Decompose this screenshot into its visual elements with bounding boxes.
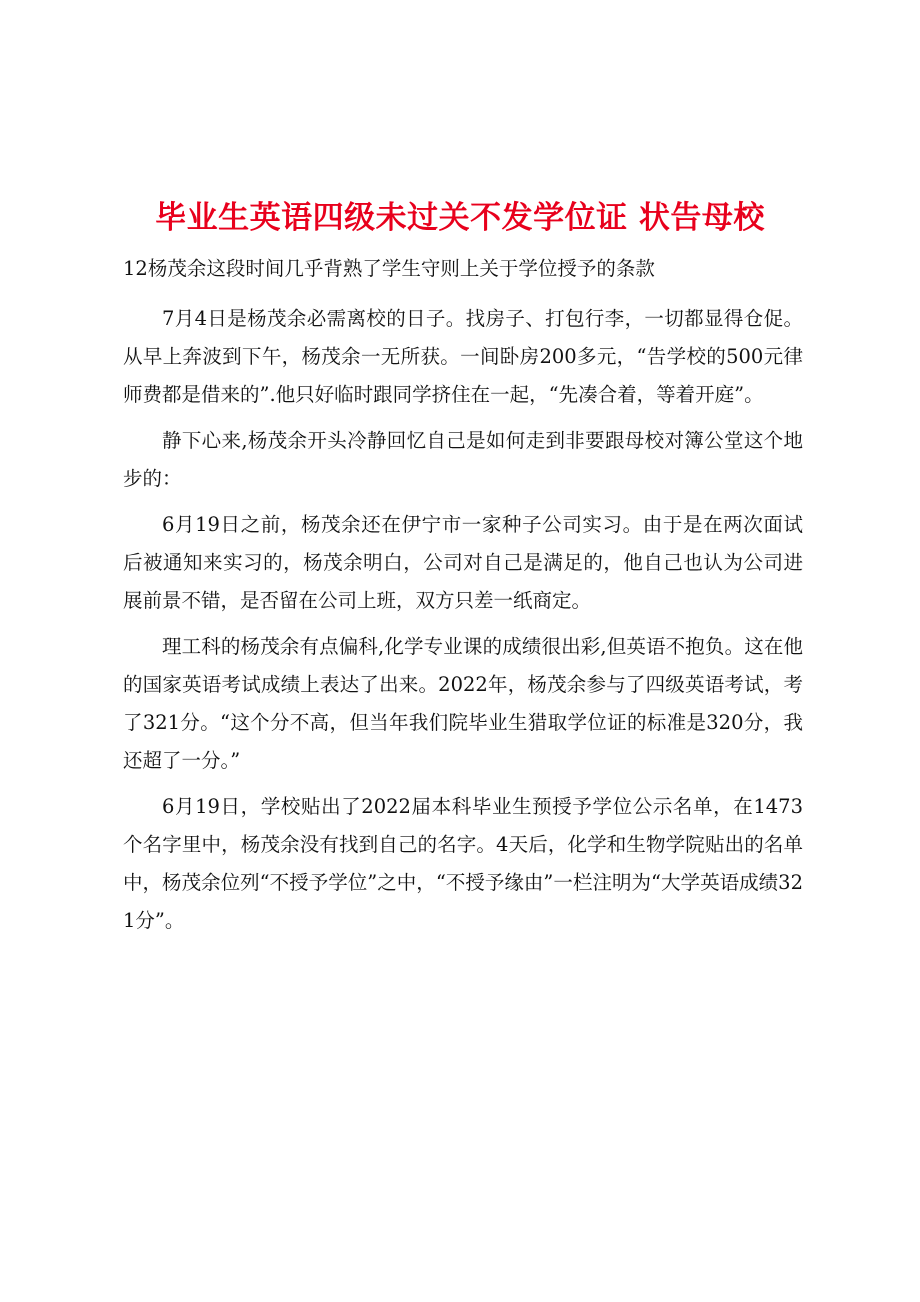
document-body: [123, 250, 803, 948]
paragraph-intro: 12杨茂余这段时间几乎背熟了学生守则上关于学位授予的条款: [123, 257, 655, 280]
paragraph-leaving-school: 7月4日是杨茂余必需离校的日子。找房子、打包行李，一切都显得仓促。从早上奔波到下午，杨茂余一无所获。一间卧房200多元，“告学校的500元律师费都是借来的”.他只好临时跟同学挤住在一起，“先凑合着，等着开庭”。: [123, 307, 803, 406]
paragraph-recollection: 静下心来,杨茂余开头冷静回忆自己是如何走到非要跟母校对簿公堂这个地步的：: [123, 429, 803, 490]
paragraph-internship: 6月19日之前，杨茂余还在伊宁市一家种子公司实习。由于是在两次面试后被通知来实习的，杨茂余明白，公司对自己是满足的，他自己也认为公司进展前景不错，是否留在公司上班，双方只差一纸商定。: [123, 513, 803, 612]
paragraph-english-score: 理工科的杨茂余有点偏科,化学专业课的成绩很出彩,但英语不抱负。这在他的国家英语考试成绩上表达了出来。2022年，杨茂余参与了四级英语考试，考了321分。“这个分不高，但当年我们院毕业生猎取学位证的标准是320分，我还超了一分。”: [123, 635, 803, 772]
document-title: 毕业生英语四级未过关不发学位证 状告母校: [155, 200, 765, 236]
paragraph-degree-list: 6月19日，学校贴出了2022届本科毕业生预授予学位公示名单，在1473个名字里中，杨茂余没有找到自己的名字。4天后，化学和生物学院贴出的名单中，杨茂余位列“不授予学位”之中，“不授予缘由”一栏注明为“大学英语成绩321分”。: [123, 795, 803, 932]
